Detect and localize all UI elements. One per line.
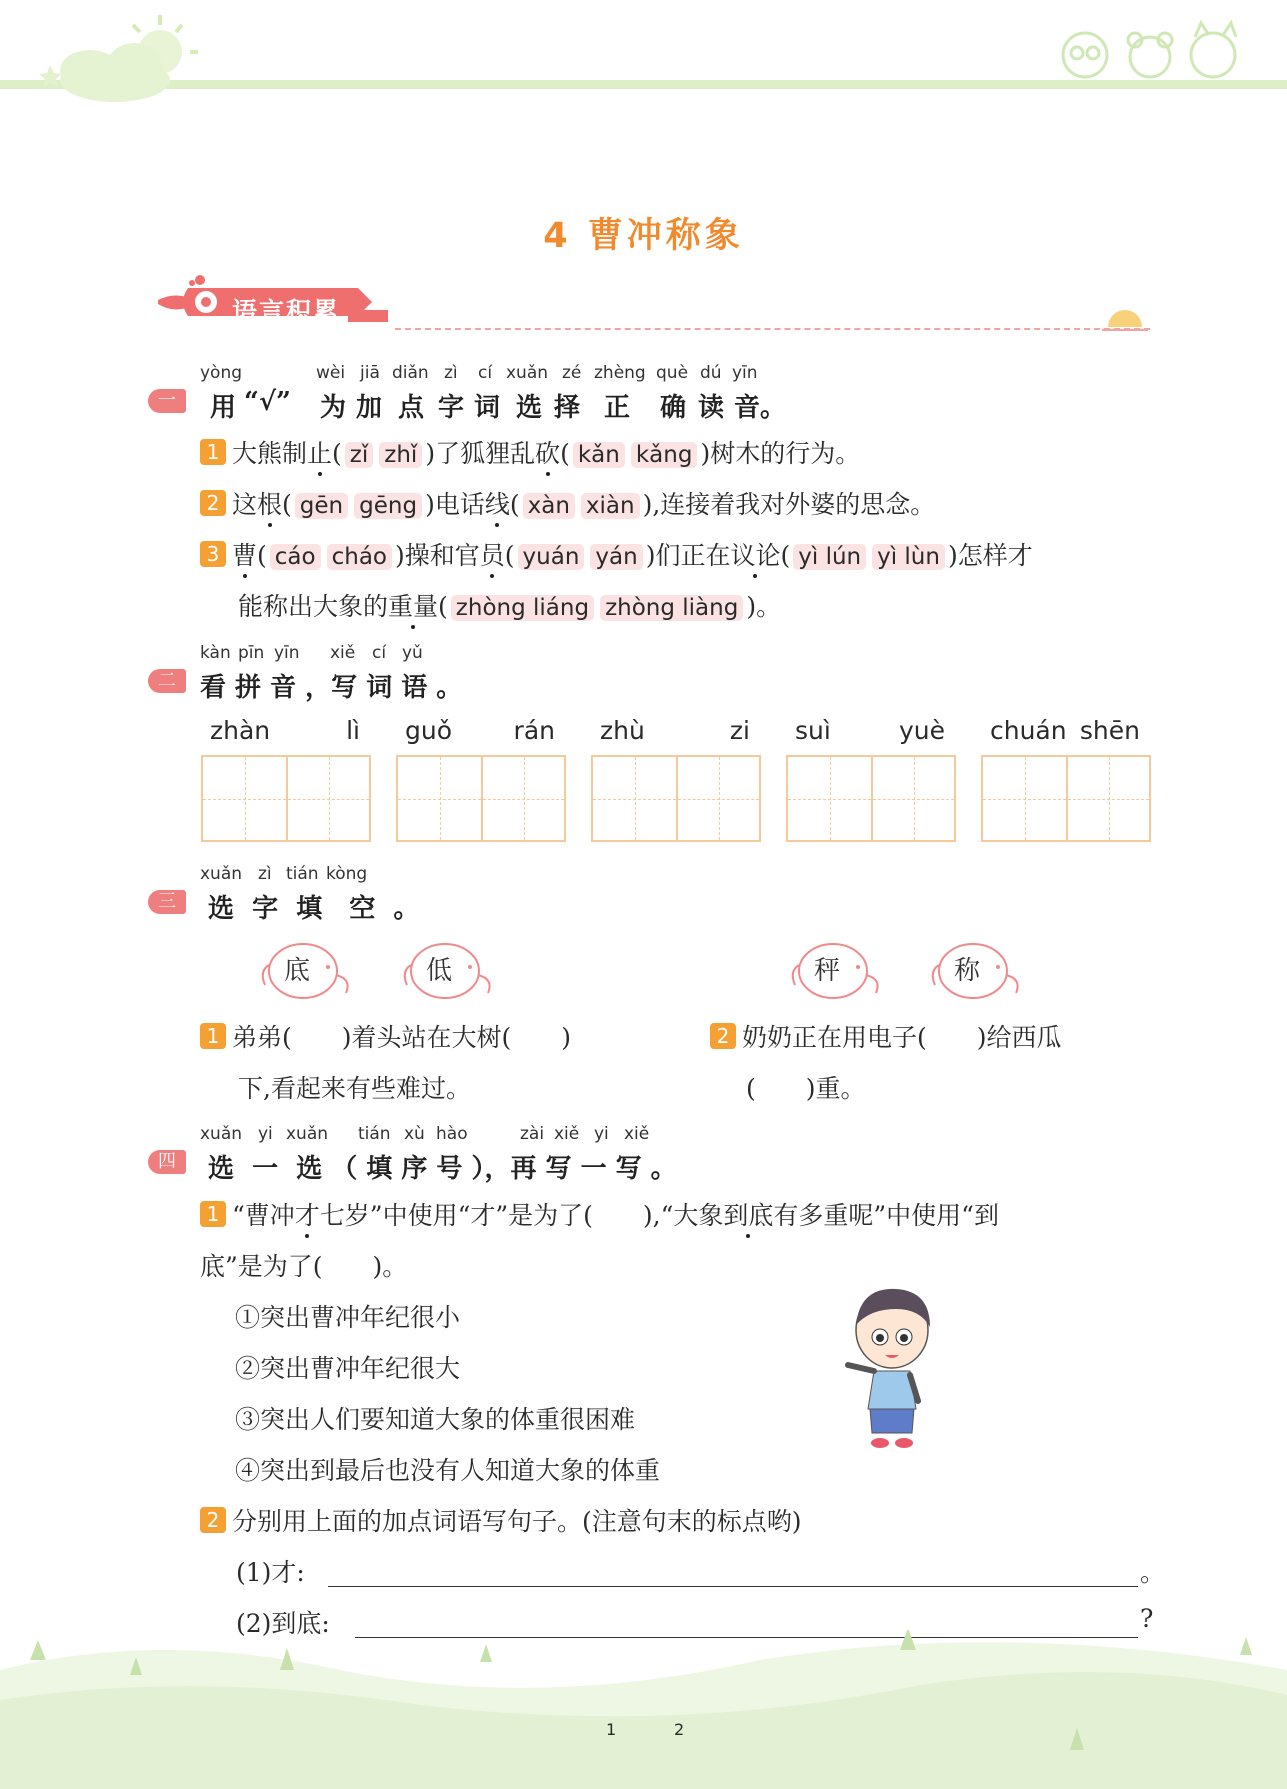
- pinyin: cí: [372, 643, 387, 663]
- writing-box[interactable]: [396, 755, 566, 842]
- writing-cell[interactable]: [481, 757, 564, 840]
- answer-option: ①突出曹冲年纪很小: [235, 1303, 461, 1332]
- pinyin: zài: [520, 1124, 545, 1144]
- pinyin-option[interactable]: zǐ: [345, 442, 373, 468]
- text: ),连接着我对外婆的思念。: [642, 490, 936, 519]
- dotted-char: 线: [484, 490, 510, 519]
- text: (: [438, 592, 448, 621]
- heading-char: 音。: [734, 393, 787, 423]
- option-char: 底: [284, 956, 311, 986]
- writing-box[interactable]: [981, 755, 1151, 842]
- punctuation: ?: [1140, 1604, 1154, 1633]
- dotted-char: 止: [307, 439, 333, 468]
- dotted-char: 才: [294, 1201, 320, 1230]
- pinyin: zì: [444, 363, 458, 383]
- option-char: 低: [426, 956, 453, 986]
- writing-cell[interactable]: [871, 757, 954, 840]
- pinyin-option[interactable]: yì lùn: [872, 544, 945, 570]
- option-char: 秤: [814, 956, 841, 986]
- pinyin: hào: [436, 1124, 468, 1144]
- heading-char: 读: [698, 393, 725, 423]
- section-3-badge: 三: [148, 890, 186, 914]
- dotted-char: 议论: [730, 541, 781, 570]
- answer-option: ②突出曹冲年纪很大: [235, 1354, 461, 1383]
- pinyin: tián: [358, 1124, 391, 1144]
- text: 能称出大象的: [238, 592, 389, 621]
- pinyin: diǎn: [392, 363, 429, 383]
- text: (: [282, 490, 292, 519]
- section-2-title: 看 拼 音 ，写 词 语 。: [200, 673, 463, 703]
- writing-cell[interactable]: [1066, 757, 1149, 840]
- section-4-badge: 四: [148, 1150, 186, 1174]
- section-1-badge: 一: [148, 389, 186, 413]
- section-3-header: [200, 864, 500, 925]
- pinyin-option[interactable]: yán: [590, 544, 642, 570]
- hills-decoration-icon: [0, 1630, 1287, 1789]
- section-4-header: [200, 1124, 700, 1185]
- text: (: [509, 490, 520, 519]
- text: )。: [746, 592, 782, 621]
- section-2-header: [200, 643, 500, 704]
- question-number: 1: [200, 439, 226, 465]
- pinyin: shēn: [1079, 716, 1140, 745]
- page-title: 4 曹冲称象: [543, 216, 744, 256]
- dotted-char: 根: [257, 490, 283, 519]
- text: )操和官: [394, 541, 480, 570]
- heading-char: 择: [554, 393, 581, 423]
- pinyin: xuǎn: [286, 1124, 329, 1144]
- text: (: [504, 541, 515, 570]
- text: 弟弟( )着头站在大树( ): [232, 1023, 572, 1052]
- pinyin: kòng: [326, 864, 368, 884]
- heading-char: 点: [398, 393, 425, 423]
- writing-cell[interactable]: [398, 757, 481, 840]
- pinyin: chuán: [990, 716, 1067, 745]
- pinyin: wèi: [316, 363, 346, 383]
- pinyin: zhàn: [210, 716, 271, 745]
- heading-char: 词: [474, 393, 501, 423]
- box-pinyin: [395, 716, 565, 745]
- question-number: 2: [710, 1023, 736, 1049]
- text: “曹冲: [232, 1201, 295, 1230]
- write-label: (1)才:: [236, 1558, 305, 1587]
- dotted-char: 曹: [232, 541, 258, 570]
- writing-cell[interactable]: [676, 757, 759, 840]
- text: 有多重呢”中使用“到: [773, 1201, 999, 1230]
- text: 七岁”中使用“才”是为了( ),“大象: [319, 1201, 724, 1230]
- text: )电话: [425, 490, 485, 519]
- pinyin: kàn: [200, 643, 231, 663]
- heading-char: 用: [210, 393, 237, 423]
- page-number-right: 2: [674, 1720, 685, 1739]
- pinyin: què: [656, 363, 689, 383]
- pinyin: yǔ: [402, 643, 423, 663]
- pinyin: xuǎn: [200, 864, 243, 884]
- text: (: [780, 541, 791, 570]
- question-number: 1: [200, 1201, 226, 1227]
- dotted-char: 砍: [535, 439, 561, 468]
- pinyin: xiě: [330, 643, 356, 663]
- pinyin: yīn: [732, 363, 758, 383]
- text: (: [560, 439, 570, 468]
- dashed-divider: [395, 328, 1150, 330]
- pinyin: zi: [729, 716, 750, 745]
- heading-char: 为: [320, 393, 347, 423]
- pinyin: xuǎn: [506, 363, 549, 383]
- cloud-sun-icon: [20, 10, 200, 110]
- box-pinyin: [980, 716, 1150, 745]
- pinyin-option[interactable]: cáo: [270, 544, 321, 570]
- section-1-header: [198, 363, 798, 421]
- pinyin-option[interactable]: cháo: [327, 544, 392, 570]
- box-pinyin: [200, 716, 370, 745]
- pinyin: zhèng: [594, 363, 646, 383]
- pinyin: xù: [404, 1124, 425, 1144]
- question-3-2: [710, 1018, 1062, 1054]
- heading-char: 加: [356, 393, 383, 423]
- pinyin: xiě: [554, 1124, 580, 1144]
- pinyin: pīn: [238, 643, 265, 663]
- writing-box[interactable]: [591, 755, 761, 842]
- pinyin-option[interactable]: zhòng liáng: [451, 595, 594, 621]
- question-number: 2: [200, 1507, 226, 1533]
- pinyin-option[interactable]: yì lún: [793, 544, 866, 570]
- pinyin-option[interactable]: kǎng: [631, 442, 698, 468]
- heading-char: 选: [516, 393, 543, 423]
- section-2-badge: 二: [148, 669, 186, 693]
- text: )了狐狸乱: [425, 439, 536, 468]
- heading-char: 正: [604, 393, 631, 423]
- pinyin: zì: [258, 864, 272, 884]
- question-4-1: [200, 1196, 999, 1232]
- text: )们正在: [645, 541, 731, 570]
- writing-cell[interactable]: [593, 757, 676, 840]
- answer-option: ④突出到最后也没有人知道大象的体重: [235, 1456, 661, 1485]
- sunset-icon: [1100, 305, 1150, 335]
- box-pinyin: [785, 716, 955, 745]
- writing-cell[interactable]: [983, 757, 1066, 840]
- page-number-left: 1: [606, 1720, 617, 1739]
- pinyin-option[interactable]: xiàn: [581, 493, 640, 519]
- question-4-1-cont: 底”是为了( )。: [200, 1252, 408, 1281]
- writing-cell[interactable]: [203, 757, 286, 840]
- text: 奶奶正在用电子( )给西瓜: [742, 1023, 1062, 1052]
- pinyin-option[interactable]: xàn: [523, 493, 575, 519]
- question-1-1: [200, 434, 860, 470]
- dotted-char: 员: [479, 541, 505, 570]
- pinyin-option[interactable]: gēn: [295, 493, 348, 519]
- question-4-2: [200, 1502, 802, 1538]
- text: (: [332, 439, 342, 468]
- question-3-1: [200, 1018, 571, 1054]
- writing-box[interactable]: [201, 755, 371, 842]
- question-1-2: [200, 485, 935, 521]
- answer-line[interactable]: [328, 1586, 1138, 1587]
- punctuation: 。: [1140, 1558, 1166, 1587]
- pinyin: zhù: [600, 716, 645, 745]
- pinyin: yi: [258, 1124, 273, 1144]
- text: )树木的行为。: [700, 439, 861, 468]
- pinyin-option[interactable]: kǎn: [573, 442, 625, 468]
- question-1-3-cont: [238, 587, 781, 623]
- pinyin-option[interactable]: gēng: [354, 493, 422, 519]
- pinyin: zé: [562, 363, 582, 383]
- question-number: 2: [200, 490, 226, 516]
- heading-char: 字: [438, 393, 465, 423]
- pinyin: tián: [286, 864, 319, 884]
- pinyin-option[interactable]: zhǐ: [379, 442, 422, 468]
- pinyin: suì: [795, 716, 831, 745]
- box-pinyin: [590, 716, 760, 745]
- answer-option: ③突出人们要知道大象的体重很困难: [235, 1405, 636, 1434]
- question-1-3: [200, 536, 1033, 572]
- pinyin: rán: [513, 716, 555, 745]
- dotted-char: 到底: [723, 1201, 774, 1230]
- pinyin: dú: [700, 363, 722, 383]
- section-4-title: 选 一 选 （ 填 序 号 ），再 写 一 写 。: [208, 1154, 677, 1184]
- option-char: 称: [954, 956, 981, 986]
- text: 分别用上面的加点词语写句子。(注意句末的标点哟): [232, 1507, 802, 1536]
- pinyin: yīn: [274, 643, 300, 663]
- heading-char: 确: [660, 393, 687, 423]
- text: 这: [232, 490, 258, 519]
- question-number: 3: [200, 541, 226, 567]
- text: (: [257, 541, 267, 570]
- section-3-title: 选 字 填 空 。: [208, 894, 420, 924]
- pinyin: lì: [346, 716, 360, 745]
- dotted-char: 重量: [388, 592, 439, 621]
- writing-cell[interactable]: [788, 757, 871, 840]
- pinyin: jiā: [360, 363, 380, 383]
- question-3-1-cont: 下,看起来有些难过。: [238, 1074, 471, 1103]
- boy-illustration-icon: [840, 1285, 950, 1455]
- writing-box[interactable]: [786, 755, 956, 842]
- pinyin: yuè: [898, 716, 945, 745]
- pinyin-option[interactable]: zhòng liàng: [600, 595, 743, 621]
- pinyin: yi: [594, 1124, 609, 1144]
- question-3-2-cont: ( )重。: [746, 1074, 866, 1103]
- pinyin-option[interactable]: yuán: [518, 544, 585, 570]
- text: 大熊制: [232, 439, 308, 468]
- write-label: (2)到底:: [236, 1609, 330, 1638]
- animals-icon: [1055, 15, 1255, 85]
- pinyin: xiě: [624, 1124, 650, 1144]
- pinyin: guǒ: [405, 716, 453, 745]
- pinyin: yòng: [200, 363, 243, 383]
- pinyin: xuǎn: [200, 1124, 243, 1144]
- writing-cell[interactable]: [286, 757, 369, 840]
- heading-char: “√”: [244, 387, 291, 417]
- section-banner-label: 语言积累: [232, 297, 341, 326]
- text: )怎样才: [947, 541, 1033, 570]
- pinyin: cí: [478, 363, 493, 383]
- question-number: 1: [200, 1023, 226, 1049]
